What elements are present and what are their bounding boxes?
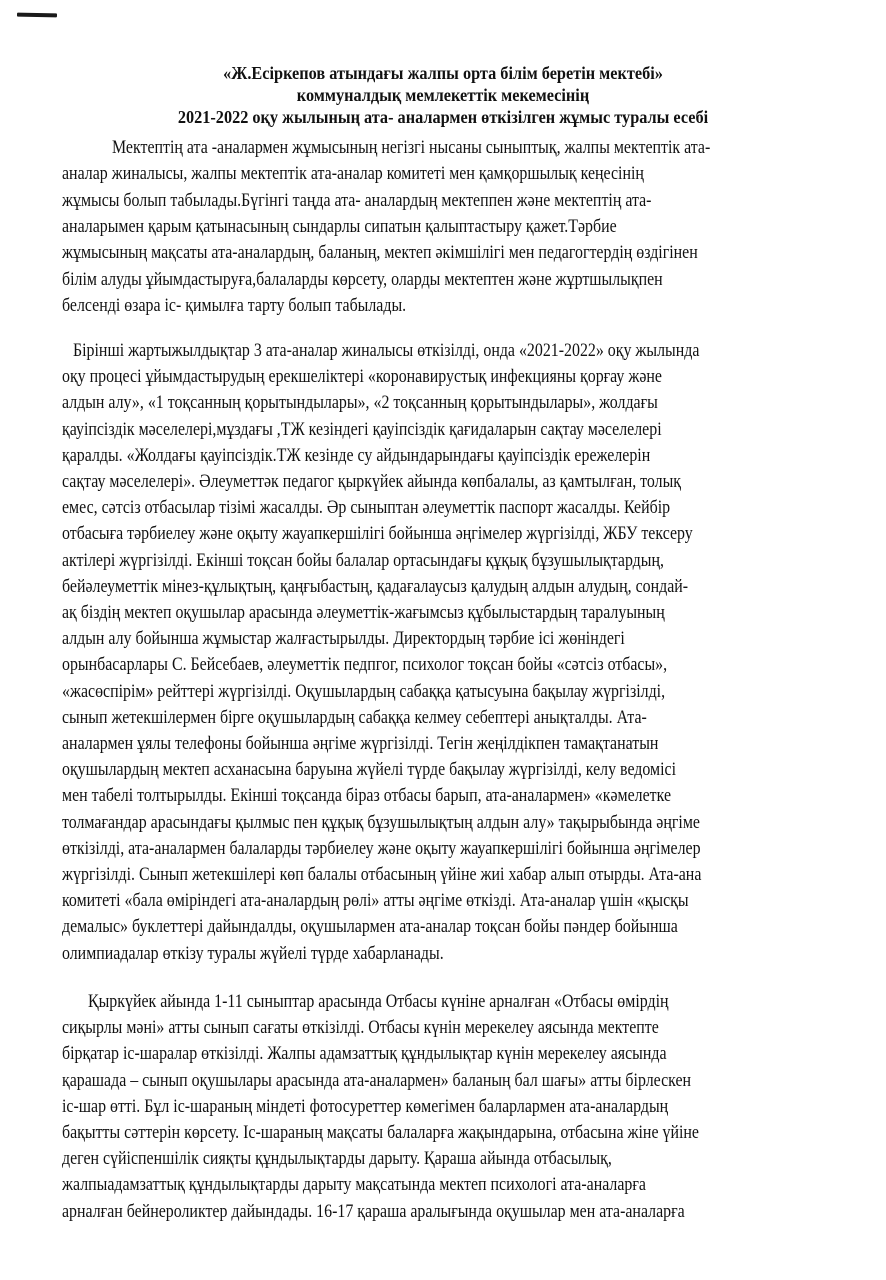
paragraph-line: Бірінші жартыжылдықтар 3 ата-аналар жиналысы өткізілді, онда «2021-2022» оқу жылында bbox=[73, 341, 700, 361]
paragraph-line: алдын алу бойынша жұмыстар жалғастырылды. Директордың тәрбие ісі жөніндегі bbox=[62, 629, 625, 650]
paragraph-line: оқу процесі ұйымдастырудың ерекшеліктері «коронавирустық инфекцияны қорғау және bbox=[62, 367, 662, 388]
paragraph-line: Қыркүйек айында 1-11 сыныптар арасында Отбасы күніне арналған «Отбасы өмірдің bbox=[88, 992, 669, 1012]
paragraph-line: комитеті «бала өміріндегі ата-аналардың рөлі» атты әңгіме өткізді. Ата-аналар үшін «қысқы bbox=[62, 891, 689, 912]
paragraph-line: жұмысының мақсаты ата-аналардың, баланың, мектеп әкімшілігі мен педагогтердің өздігінен bbox=[62, 243, 698, 264]
document-title-line: 2021-2022 оқу жылының ата- аналармен өткізілген жұмыс туралы есебі bbox=[177, 107, 709, 127]
paragraph-line: мен табелі толтырылды. Екінші тоқсанда біраз отбасы барып, ата-аналармен» «кәмелетке bbox=[62, 786, 672, 807]
paragraph-line: орынбасарлары С. Бейсебаев, әлеуметтік педпгог, психолог тоқсан бойы «сәтсіз отбасы», bbox=[62, 655, 668, 676]
paragraph-line: толмағандар арасындағы қылмыс пен құқық бұзушылықтың алдын алу» тақырыбында әңгіме bbox=[62, 812, 700, 833]
paragraph-line: қауіпсіздік мәселелері,мұздағы ,ТЖ кезіндегі қауіпсіздік қағидаларын сақтау мәселелері bbox=[62, 419, 662, 440]
paragraph-line: бірқатар іс-шаралар өткізілді. Жалпы адамзаттық құндылықтар күнін мерекелеу аясында bbox=[62, 1044, 667, 1065]
paragraph-line: бейәлеуметтік мінез-құлықтың, қаңғыбастың, қадағалаусыз қалудың алдын алудың, сондай- bbox=[62, 576, 689, 597]
paragraph-line: актілері жүргізілді. Екінші тоқсан бойы балалар ортасындағы құқық бұзушылықтардың, bbox=[62, 550, 664, 571]
paragraph-line: жүргізілді. Сынып жетекшілері көп балалы отбасының үйіне жиі хабар алып отырды. Ата-ана bbox=[62, 865, 702, 885]
document-title-line: «Ж.Есіркепов атындағы жалпы орта білім беретін мектебі» bbox=[223, 63, 663, 83]
paragraph-line: ақ біздің мектеп оқушылар арасында әлеуметтік-жағымсыз құбылыстардың таралуының bbox=[62, 603, 665, 623]
paragraph-line: жалпыадамзаттық құндылықтарды дарыту мақсатында мектеп психологі ата-аналарға bbox=[62, 1175, 646, 1196]
paragraph-line: қарашада – сынып оқушылары арасында ата-аналармен» баланың бал шағы» атты бірлескен bbox=[62, 1070, 692, 1091]
paragraph-line: аналармен ұялы телефоны бойынша әңгіме жүргізілді. Тегін жеңілдікпен тамақтанатын bbox=[62, 734, 659, 754]
paragraph-line: арналған бейнероликтер дайындады. 16-17 қараша аралығында оқушылар мен ата-аналарға bbox=[62, 1201, 685, 1222]
paragraph-line: сиқырлы мәні» атты сынып сағаты өткізілді. Отбасы күнін мерекелеу аясында мектепте bbox=[62, 1018, 659, 1039]
paragraph-line: емес, сәтсіз отбасылар тізімі жасалды. Әр сыныптан әлеуметтік паспорт жасалды. Кейбір bbox=[62, 498, 671, 519]
document-title-line: коммуналдық мемлекеттік мекемесінің bbox=[296, 85, 590, 105]
paragraph-line: белсенді өзара іс- қимылға тарту болып табылады. bbox=[62, 295, 407, 316]
paragraph-line: жұмысы болып табылады.Бүгінгі таңда ата- аналардың мектеппен және мектептің ата- bbox=[62, 190, 652, 211]
paragraph-line: деген сүйіспеншілік сияқты құндылықтарды дарыту. Қараша айында отбасылық, bbox=[62, 1149, 612, 1170]
paragraph-line: отбасыға тәрбиелеу және оқыту жауапкершілігі бойынша әңгімелер жүргізілді, ЖБУ тексеру bbox=[62, 524, 693, 545]
paragraph-line: қаралды. «Жолдағы қауіпсіздік.ТЖ кезінде су айдындарындағы қауіпсіздік ережелерін bbox=[62, 445, 651, 466]
paragraph-line: сынып жетекшілермен бірге оқушылардың сабаққа келмеу себептері анықталды. Ата- bbox=[62, 707, 647, 728]
scan-pen-mark bbox=[17, 13, 57, 18]
paragraph-line: аналарымен қарым қатынасының сындарлы сипатын қалыптастыру қажет.Тәрбие bbox=[62, 216, 617, 237]
paragraph-line: «жасөспірім» рейттері жүргізілді. Оқушылардың сабаққа қатысуына бақылау жүргізілді, bbox=[62, 681, 666, 702]
paragraph-line: бақытты сәттерін көрсету. Іс-шараның мақсаты балаларға жақындарына, отбасына жіне үйіне bbox=[62, 1123, 699, 1143]
paragraph-line: оқушылардың мектеп асханасына баруына жүйелі түрде бақылау жүргізілді, келу ведомісі bbox=[62, 760, 677, 781]
paragraph-line: аналар жиналысы, жалпы мектептік ата-аналар комитеті мен қамқоршылық кеңесінің bbox=[62, 164, 644, 185]
paragraph-line: олимпиадалар өткізу туралы жүйелі түрде хабарланады. bbox=[62, 943, 444, 964]
paragraph-line: Мектептің ата -аналармен жұмысының негізгі нысаны сыныптық, жалпы мектептік ата- bbox=[112, 138, 711, 158]
paragraph-line: білім алуды ұйымдастыруға,балаларды көрсету, оларды мектептен және жұртшылықпен bbox=[62, 269, 663, 290]
paragraph-line: демалыс» буклеттері дайындалды, оқушылармен ата-аналар тоқсан бойы пәндер бойынша bbox=[62, 917, 678, 938]
paragraph-line: өткізілді, ата-аналармен балаларды тәрбиелеу және оқыту жауапкершілігі бойынша әңгімелер bbox=[62, 838, 701, 859]
paragraph-line: сақтау мәселелері». Әлеуметтәк педагог қыркүйек айында көпбалалы, аз қамтылған, толық bbox=[62, 472, 682, 492]
paragraph-line: алдын алу», «1 тоқсанның қорытындылары», «2 тоқсанның қорытындылары», жолдағы bbox=[62, 393, 658, 414]
paragraph-line: іс-шар өтті. Бұл іс-шараның міндеті фотосуреттер көмегімен баларлармен ата-аналардың bbox=[62, 1096, 669, 1117]
